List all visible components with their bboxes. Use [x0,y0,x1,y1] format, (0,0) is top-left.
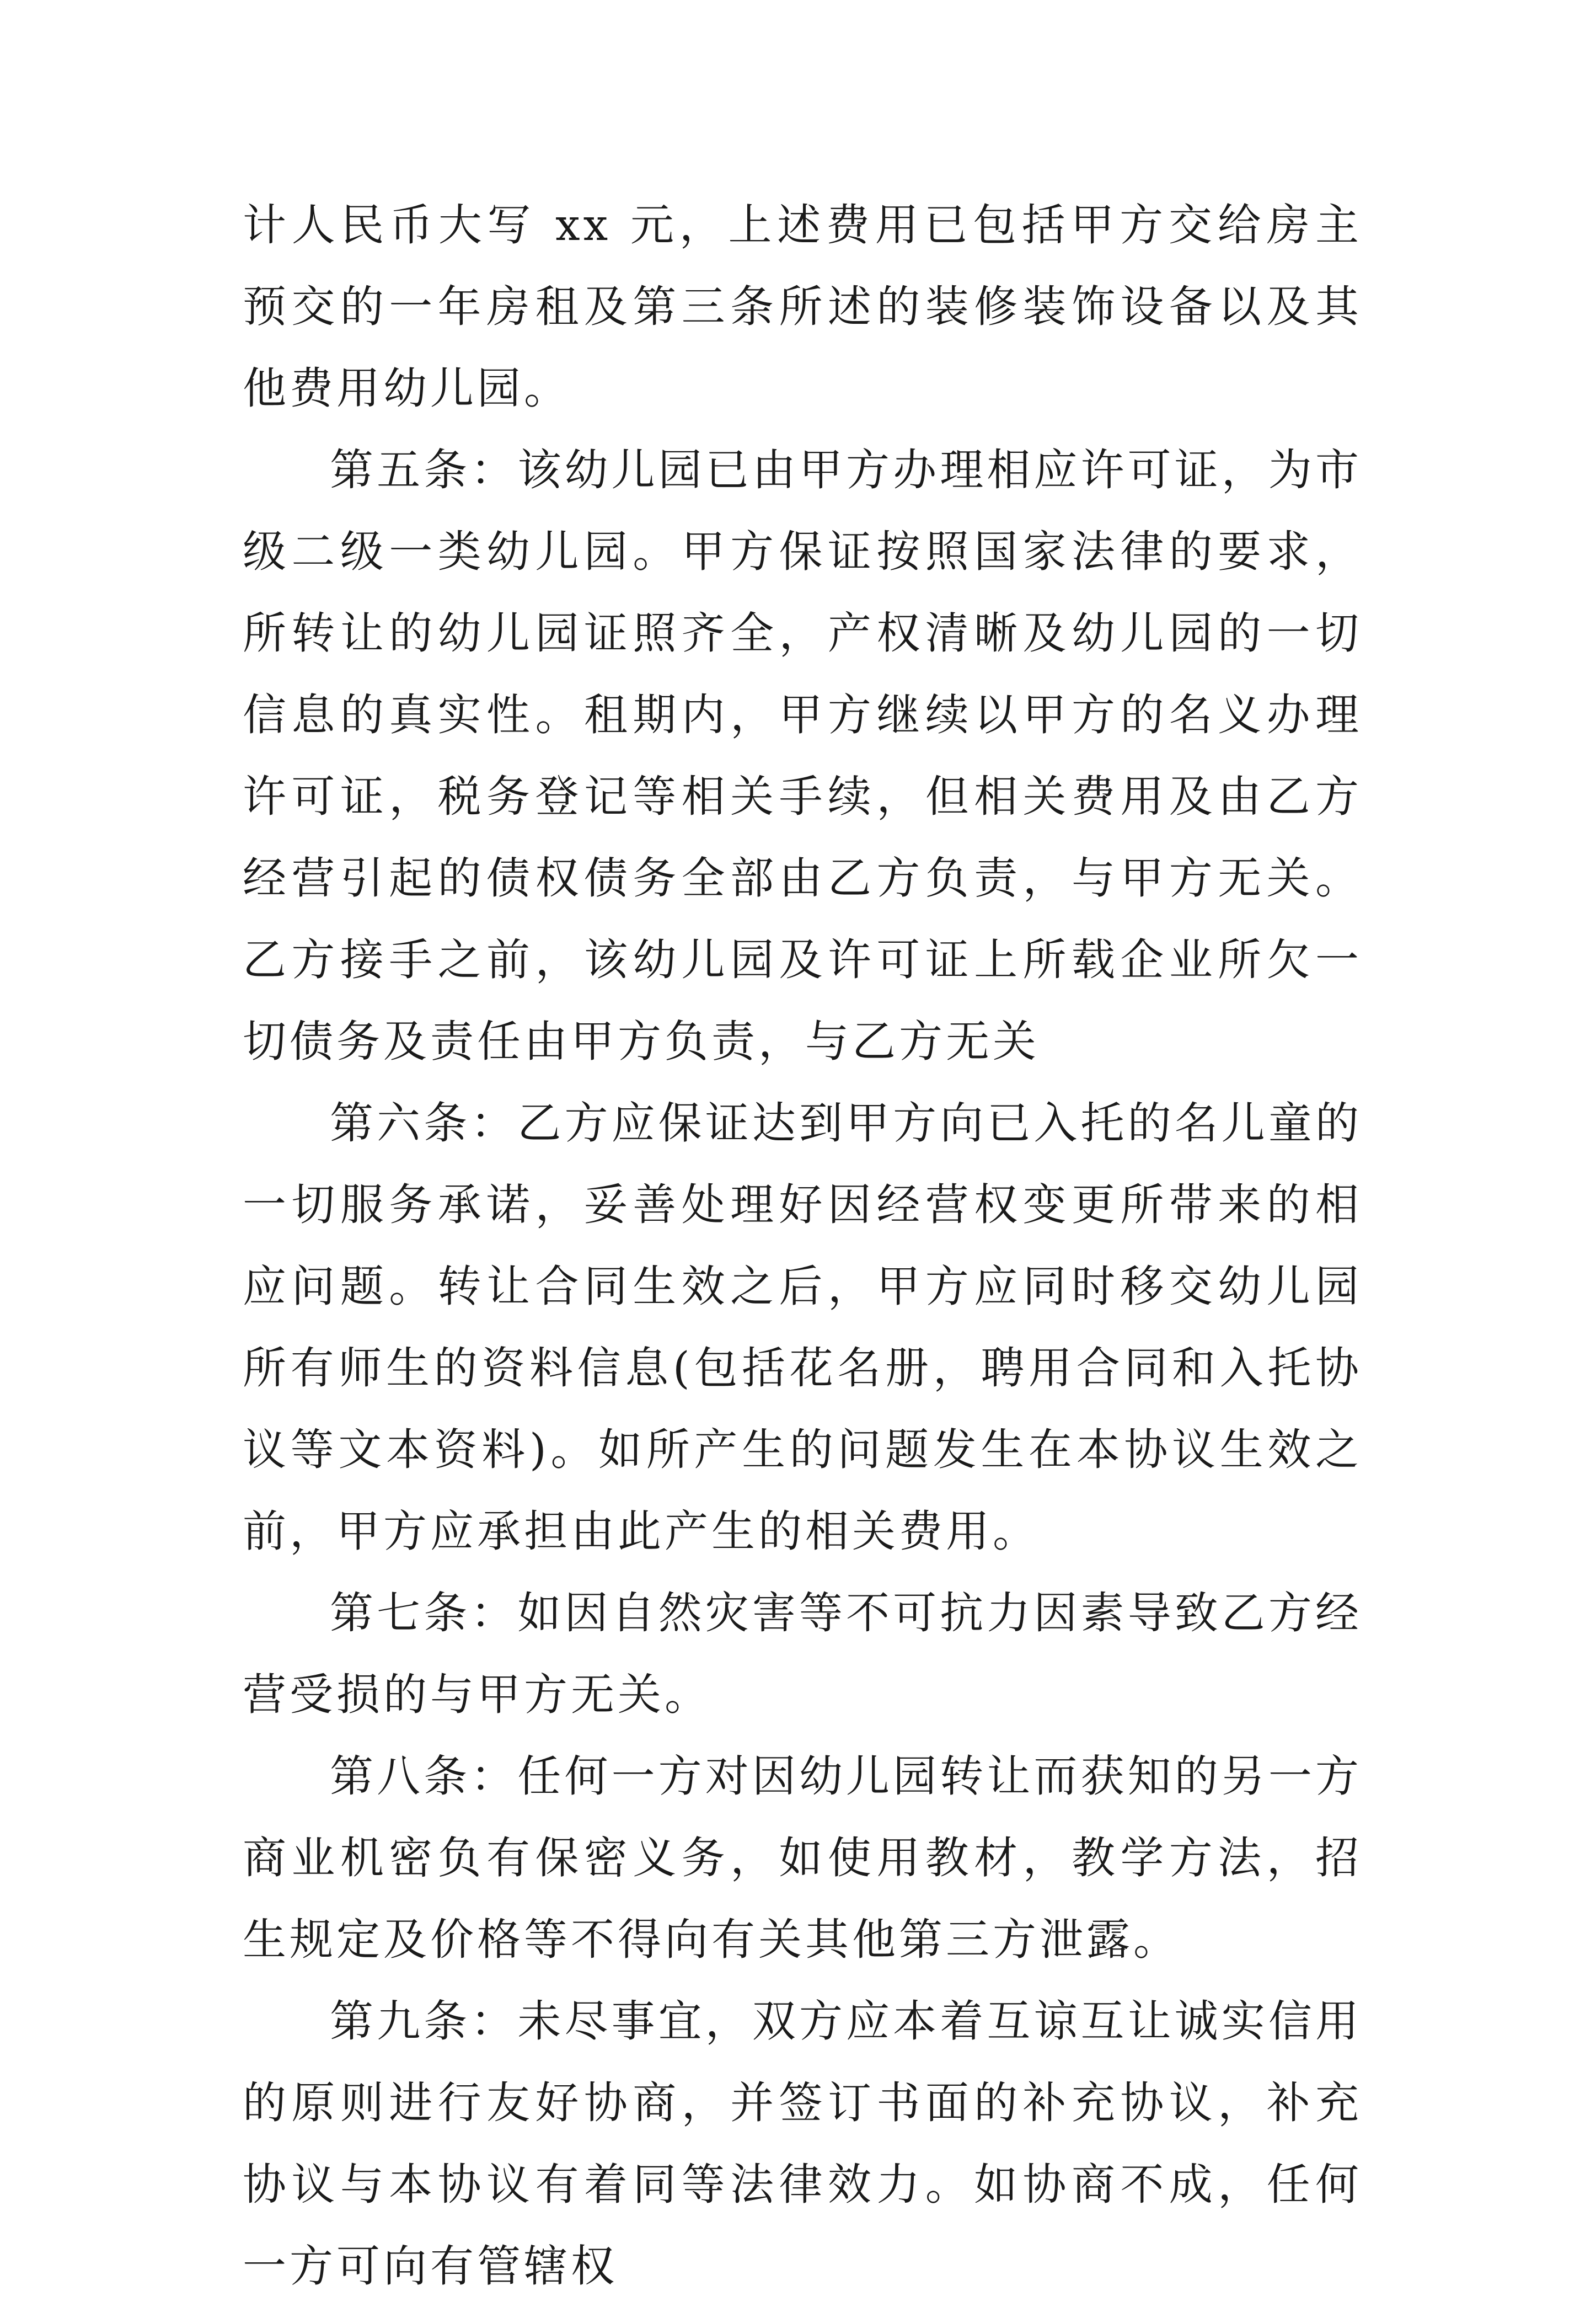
paragraph-article-9: 第九条：未尽事宜，双方应本着互谅互让诚实信用的原则进行友好协商，并签订书面的补充协议，补充协议与本协议有着同等法律效力。如协商不成，任何一方可向有管辖权 [243,1996,1362,2292]
paragraph-article-6: 第六条：乙方应保证达到甲方向已入托的名儿童的一切服务承诺，妥善处理好因经营权变更所带来的相应问题。转让合同生效之后，甲方应同时移交幼儿园所有师生的资料信息(包括花名册，聘用合同和入托协议等文本资料)。如所产生的问题发生在本协议生效之前，甲方应承担由此产生的相关费用。 [243,1098,1362,1557]
document-body [243,184,1362,2307]
paragraph-article-7: 第七条：如因自然灾害等不可抗力因素导致乙方经营受损的与甲方无关。 [243,1588,1362,1720]
paragraph-fee-continuation: 计人民币大写 xx 元，上述费用已包括甲方交给房主预交的一年房租及第三条所述的装修装饰设备以及其他费用幼儿园。 [243,200,1362,414]
paragraph-article-5: 第五条：该幼儿园已由甲方办理相应许可证，为市级二级一类幼儿园。甲方保证按照国家法律的要求，所转让的幼儿园证照齐全，产权清晰及幼儿园的一切信息的真实性。租期内，甲方继续以甲方的名义办理许可证，税务登记等相关手续，但相关费用及由乙方经营引起的债权债务全部由乙方负责，与甲方无关。乙方接手之前，该幼儿园及许可证上所载企业所欠一切债务及责任由甲方负责，与乙方无关 [243,445,1362,1067]
paragraph-article-8: 第八条：任何一方对因幼儿园转让而获知的另一方商业机密负有保密义务，如使用教材，教学方法，招生规定及价格等不得向有关其他第三方泄露。 [243,1751,1362,1965]
